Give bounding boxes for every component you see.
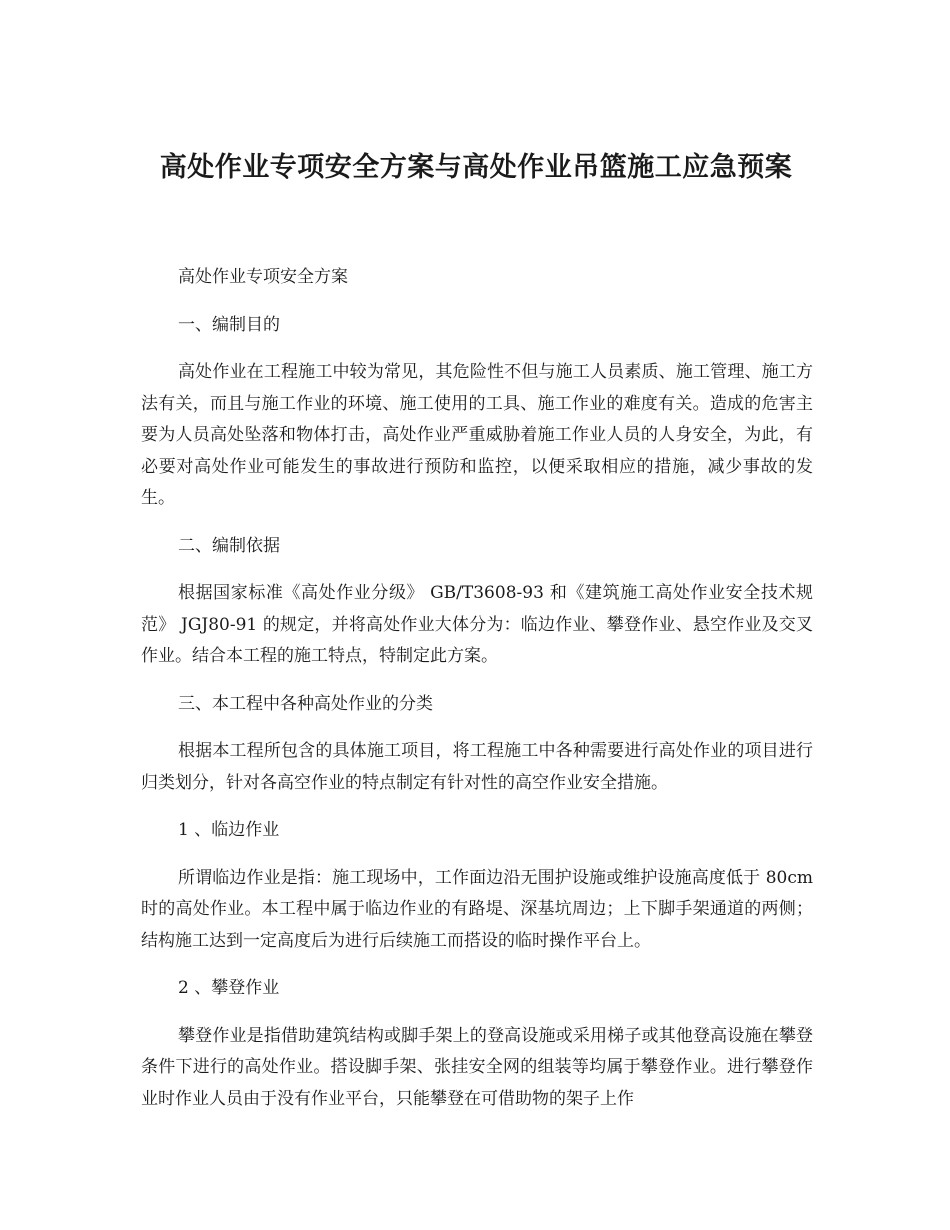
paragraph: 根据本工程所包含的具体施工项目，将工程施工中各种需要进行高处作业的项目进行归类划分，针对各高空作业的特点制定有针对性的高空作业安全措施。 [141, 741, 813, 793]
section-heading: 高处作业专项安全方案 [178, 267, 348, 287]
paragraph: 根据国家标准《高处作业分级》 GB/T3608-93 和《建筑施工高处作业安全技术规范》 JGJ80-91 的规定，并将高处作业大体分为：临边作业、攀登作业、悬空作业及交叉作业。结合本工程的施工特点，特制定此方案。 [141, 583, 813, 666]
subsection-heading: 2 、攀登作业 [178, 978, 280, 998]
section-heading: 二、编制依据 [178, 535, 280, 556]
paragraph: 所谓临边作业是指：施工现场中，工作面边沿无围护设施或维护设施高度低于 80cm 时的高处作业。本工程中属于临边作业的有路堤、深基坑周边；上下脚手架通道的两侧；结构施工达到一定高度后为进行后续施工而搭设的临时操作平台上。 [141, 867, 813, 951]
section-heading: 三、本工程中各种高处作业的分类 [178, 693, 433, 714]
paragraph: 攀登作业是指借助建筑结构或脚手架上的登高设施或采用梯子或其他登高设施在攀登条件下进行的高处作业。搭设脚手架、张挂安全网的组装等均属于攀登作业。进行攀登作业时作业人员由于没有作业平台，只能攀登在可借助物的架子上作 [141, 1025, 813, 1109]
section-heading: 一、编制目的 [178, 314, 280, 335]
document-title: 高处作业专项安全方案与高处作业吊篮施工应急预案 [159, 152, 793, 183]
subsection-heading: 1 、临边作业 [178, 820, 280, 840]
document-body [141, 262, 813, 1131]
paragraph: 高处作业在工程施工中较为常见，其危险性不但与施工人员素质、施工管理、施工方法有关，而且与施工作业的环境、施工使用的工具、施工作业的难度有关。造成的危害主要为人员高处坠落和物体打击，高处作业严重威胁着施工作业人员的人身安全，为此，有必要对高处作业可能发生的事故进行预防和监控，以便采取相应的措施，减少事故的发生。 [141, 362, 813, 508]
